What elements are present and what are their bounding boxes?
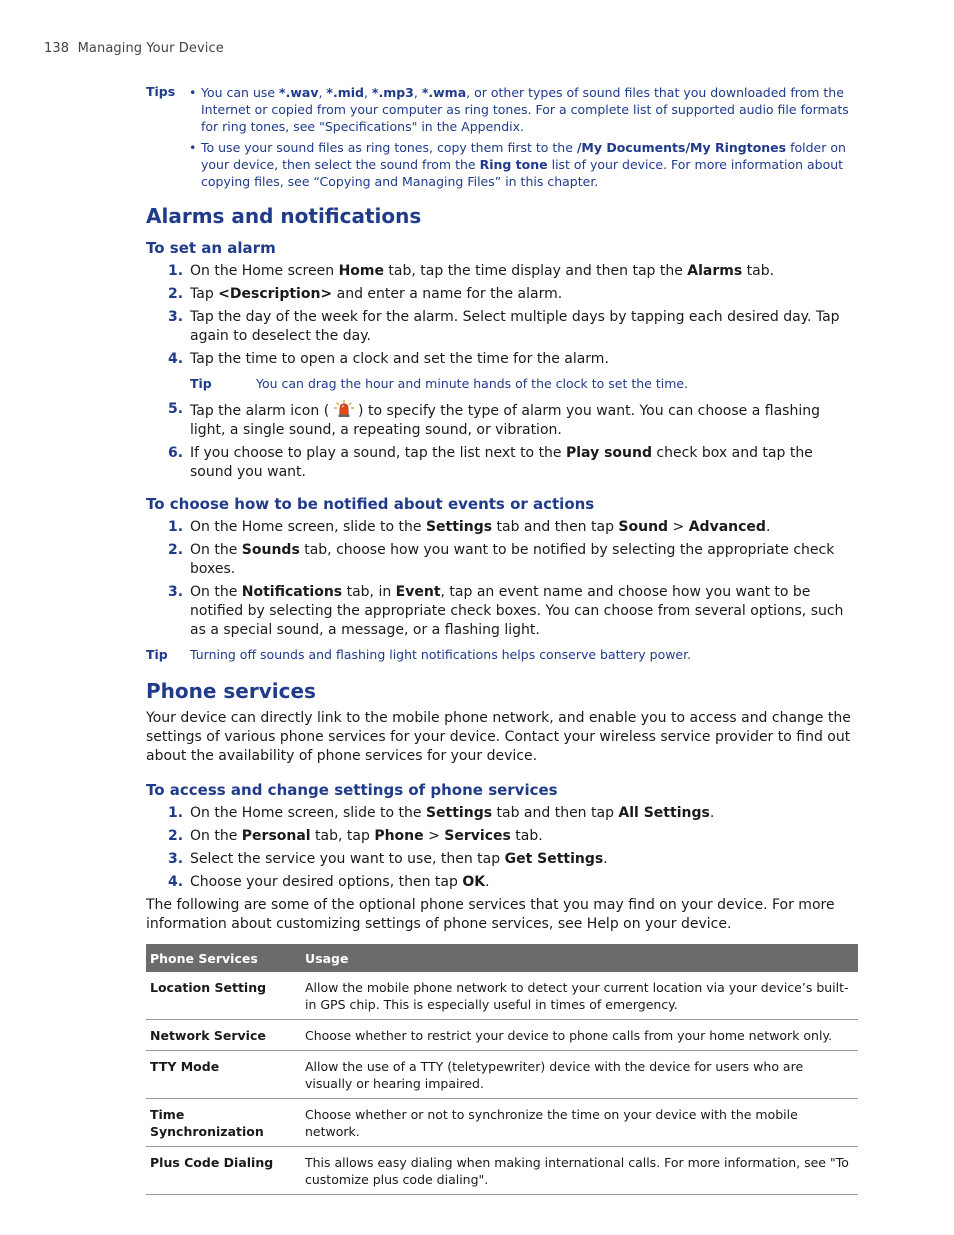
service-name: TTY Mode: [146, 1051, 301, 1099]
step-item: 4. Choose your desired options, then tap OK.: [168, 874, 490, 890]
step-item: 3. Select the service you want to use, then tap Get Settings.: [168, 851, 608, 867]
section-heading-alarms: Alarms and notifications: [146, 204, 422, 228]
page-header: [44, 41, 224, 56]
subheading-notify: To choose how to be notified about events or actions: [146, 495, 595, 513]
step-item: 1. On the Home screen Home tab, tap the time display and then tap the Alarms tab.: [168, 263, 775, 279]
table-row: [146, 972, 858, 1020]
service-usage: Allow the use of a TTY (teletypewriter) device with the device for users who are visually or hearing impaired.: [301, 1051, 858, 1099]
table-header-row: [146, 944, 858, 972]
step-item: 2. On the Personal tab, tap Phone > Services tab.: [168, 828, 543, 844]
step-item: 2. Tap <Description> and enter a name for the alarm.: [168, 286, 563, 302]
page-content: [146, 84, 858, 1195]
tips-label: Tips: [146, 84, 176, 99]
tip-text: You can drag the hour and minute hands of the clock to set the time.: [256, 376, 689, 391]
set-alarm-steps-continued: [146, 400, 858, 482]
step-item: 3. On the Notifications tab, in Event, tap an event name and choose how you want to be notified by selecting the appropriate check boxes. You can choose from several options, such as a special sound, a message, or a flashing light.: [168, 584, 844, 638]
tip-note: [146, 646, 858, 663]
tips-list: [189, 84, 858, 190]
subheading-access: To access and change settings of phone services: [146, 781, 558, 799]
step-item: 5. Tap the alarm icon ( ) to specify the type of alarm you want. You can choose a flashing light, a single sound, a repeating sound, or vibration.: [168, 401, 820, 438]
tip-text: Turning off sounds and flashing light notifications helps conserve battery power.: [190, 647, 692, 662]
table-row: [146, 1020, 858, 1051]
service-name: Network Service: [146, 1020, 301, 1051]
alarm-icon: [334, 400, 354, 418]
step-item: 1. On the Home screen, slide to the Settings tab and then tap Sound > Advanced.: [168, 519, 771, 535]
table-row: [146, 1147, 858, 1195]
subheading-set-alarm: To set an alarm: [146, 239, 276, 257]
service-name: Time Synchronization: [146, 1099, 301, 1147]
phone-services-table: [146, 944, 858, 1195]
access-steps: [146, 804, 858, 892]
step-item: 2. On the Sounds tab, choose how you want to be notified by selecting the appropriate check boxes.: [168, 542, 835, 577]
phone-intro: Your device can directly link to the mobile phone network, and enable you to access and change the settings of various phone services for your device. Contact your wireless service provider to find out about the availability of phone services for your device.: [146, 710, 851, 764]
service-name: Plus Code Dialing: [146, 1147, 301, 1195]
service-usage: This allows easy dialing when making international calls. For more information, see "To customize plus code dialing".: [301, 1147, 858, 1195]
service-name: Location Setting: [146, 972, 301, 1020]
phone-outro: The following are some of the optional phone services that you may find on your device. For more information about customizing settings of phone services, see Help on your device.: [146, 897, 835, 932]
set-alarm-steps: [146, 262, 858, 369]
tip-label: Tip: [146, 647, 168, 662]
tip-note: [190, 375, 858, 392]
column-header: Usage: [301, 944, 858, 972]
step-item: 3. Tap the day of the week for the alarm. Select multiple days by tapping each desired day. Tap again to deselect the day.: [168, 309, 840, 344]
service-usage: Choose whether to restrict your device to phone calls from your home network only.: [301, 1020, 858, 1051]
step-item: 4. Tap the time to open a clock and set the time for the alarm.: [168, 351, 609, 367]
tip-item: • To use your sound files as ring tones, copy them first to the /My Documents/My Ringtones folder on your device, then select the sound from the Ring tone list of your device. For more information about copying files, see “Copying and Managing Files” in this chapter.: [189, 139, 858, 190]
section-title: Managing Your Device: [77, 41, 224, 56]
table-row: [146, 1051, 858, 1099]
tip-item: • You can use *.wav, *.mid, *.mp3, *.wma, or other types of sound files that you downloaded from the Internet or copied from your computer as ring tones. For a complete list of supported audio file formats for ring tones, see "Specifications" in the Appendix.: [189, 84, 858, 135]
column-header: Phone Services: [146, 944, 301, 972]
step-item: 1. On the Home screen, slide to the Settings tab and then tap All Settings.: [168, 805, 715, 821]
table-row: [146, 1099, 858, 1147]
service-usage: Allow the mobile phone network to detect your current location via your device’s built-in GPS chip. This is especially useful in times of emergency.: [301, 972, 858, 1020]
tip-label: Tip: [190, 376, 212, 391]
service-usage: Choose whether or not to synchronize the time on your device with the mobile network.: [301, 1099, 858, 1147]
notify-steps: [146, 518, 858, 640]
tips-block: [146, 84, 858, 190]
page-number: 138: [44, 41, 70, 56]
section-heading-phone: Phone services: [146, 679, 316, 703]
step-item: 6. If you choose to play a sound, tap the list next to the Play sound check box and tap the sound you want.: [168, 445, 813, 480]
